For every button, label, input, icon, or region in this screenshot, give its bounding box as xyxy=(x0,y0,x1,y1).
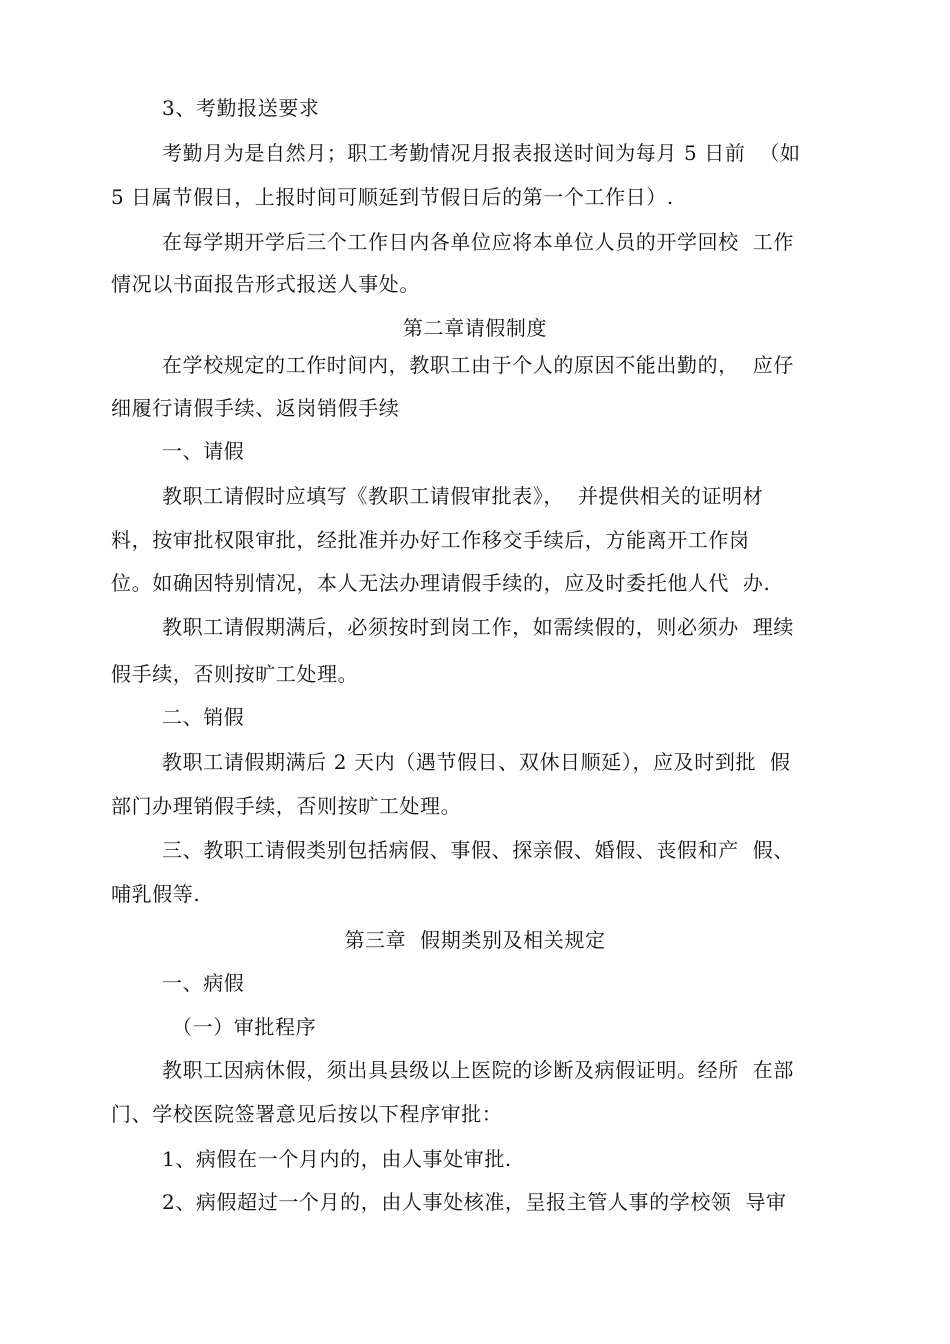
paragraph-line: 在学校规定的工作时间内，教职工由于个人的原因不能出勤的， 应仔 xyxy=(162,353,794,377)
list-item: 1、病假在一个月内的，由人事处审批. xyxy=(162,1147,512,1171)
paragraph-line: 细履行请假手续、返岗销假手续 xyxy=(111,396,400,420)
paragraph-line: 假手续，否则按旷工处理。 xyxy=(111,662,359,686)
paragraph-line: 情况以书面报告形式报送人事处。 xyxy=(111,272,420,296)
section-heading-leave-request: 一、请假 xyxy=(162,439,245,463)
paragraph-line: 三、教职工请假类别包括病假、事假、探亲假、婚假、丧假和产 假、 xyxy=(162,838,794,862)
section-heading-attendance-reporting: 3、考勤报送要求 xyxy=(162,96,320,120)
subsection-heading-approval-procedure: （一）审批程序 xyxy=(172,1015,317,1039)
list-item: 2、病假超过一个月的，由人事处核准，呈报主管人事的学校领 导审 xyxy=(162,1190,787,1214)
paragraph-line: 位。如确因特别情况，本人无法办理请假手续的，应及时委托他人代 办. xyxy=(111,571,771,595)
paragraph-line: 教职工因病休假，须出具县级以上医院的诊断及病假证明。经所 在部 xyxy=(162,1058,794,1082)
paragraph-line: 在每学期开学后三个工作日内各单位应将本单位人员的开学回校 工作 xyxy=(162,230,794,254)
section-heading-sick-leave: 一、病假 xyxy=(162,971,245,995)
paragraph-line: 门、学校医院签署意见后按以下程序审批： xyxy=(111,1102,503,1126)
chapter-title-leave-system: 第二章请假制度 xyxy=(402,316,548,340)
section-heading-leave-cancellation: 二、销假 xyxy=(162,705,245,729)
chapter-title-leave-categories: 第三章 假期类别及相关规定 xyxy=(344,928,606,952)
paragraph-line: 教职工请假时应填写《教职工请假审批表》， 并提供相关的证明材 xyxy=(162,484,764,508)
paragraph-line: 5 日属节假日，上报时间可顺延到节假日后的第一个工作日）. xyxy=(111,185,674,209)
paragraph-line: 考勤月为是自然月；职工考勤情况月报表报送时间为每月 5 日前 （如 xyxy=(162,141,801,165)
paragraph-line: 部门办理销假手续，否则按旷工处理。 xyxy=(111,794,462,818)
paragraph-line: 教职工请假期满后 2 天内（遇节假日、双休日顺延），应及时到批 假 xyxy=(162,750,791,774)
paragraph-line: 料，按审批权限审批，经批准并办好工作移交手续后，方能离开工作岗 xyxy=(111,528,750,552)
paragraph-line: 哺乳假等. xyxy=(111,882,201,906)
paragraph-line: 教职工请假期满后，必须按时到岗工作，如需续假的，则必须办 理续 xyxy=(162,615,794,639)
